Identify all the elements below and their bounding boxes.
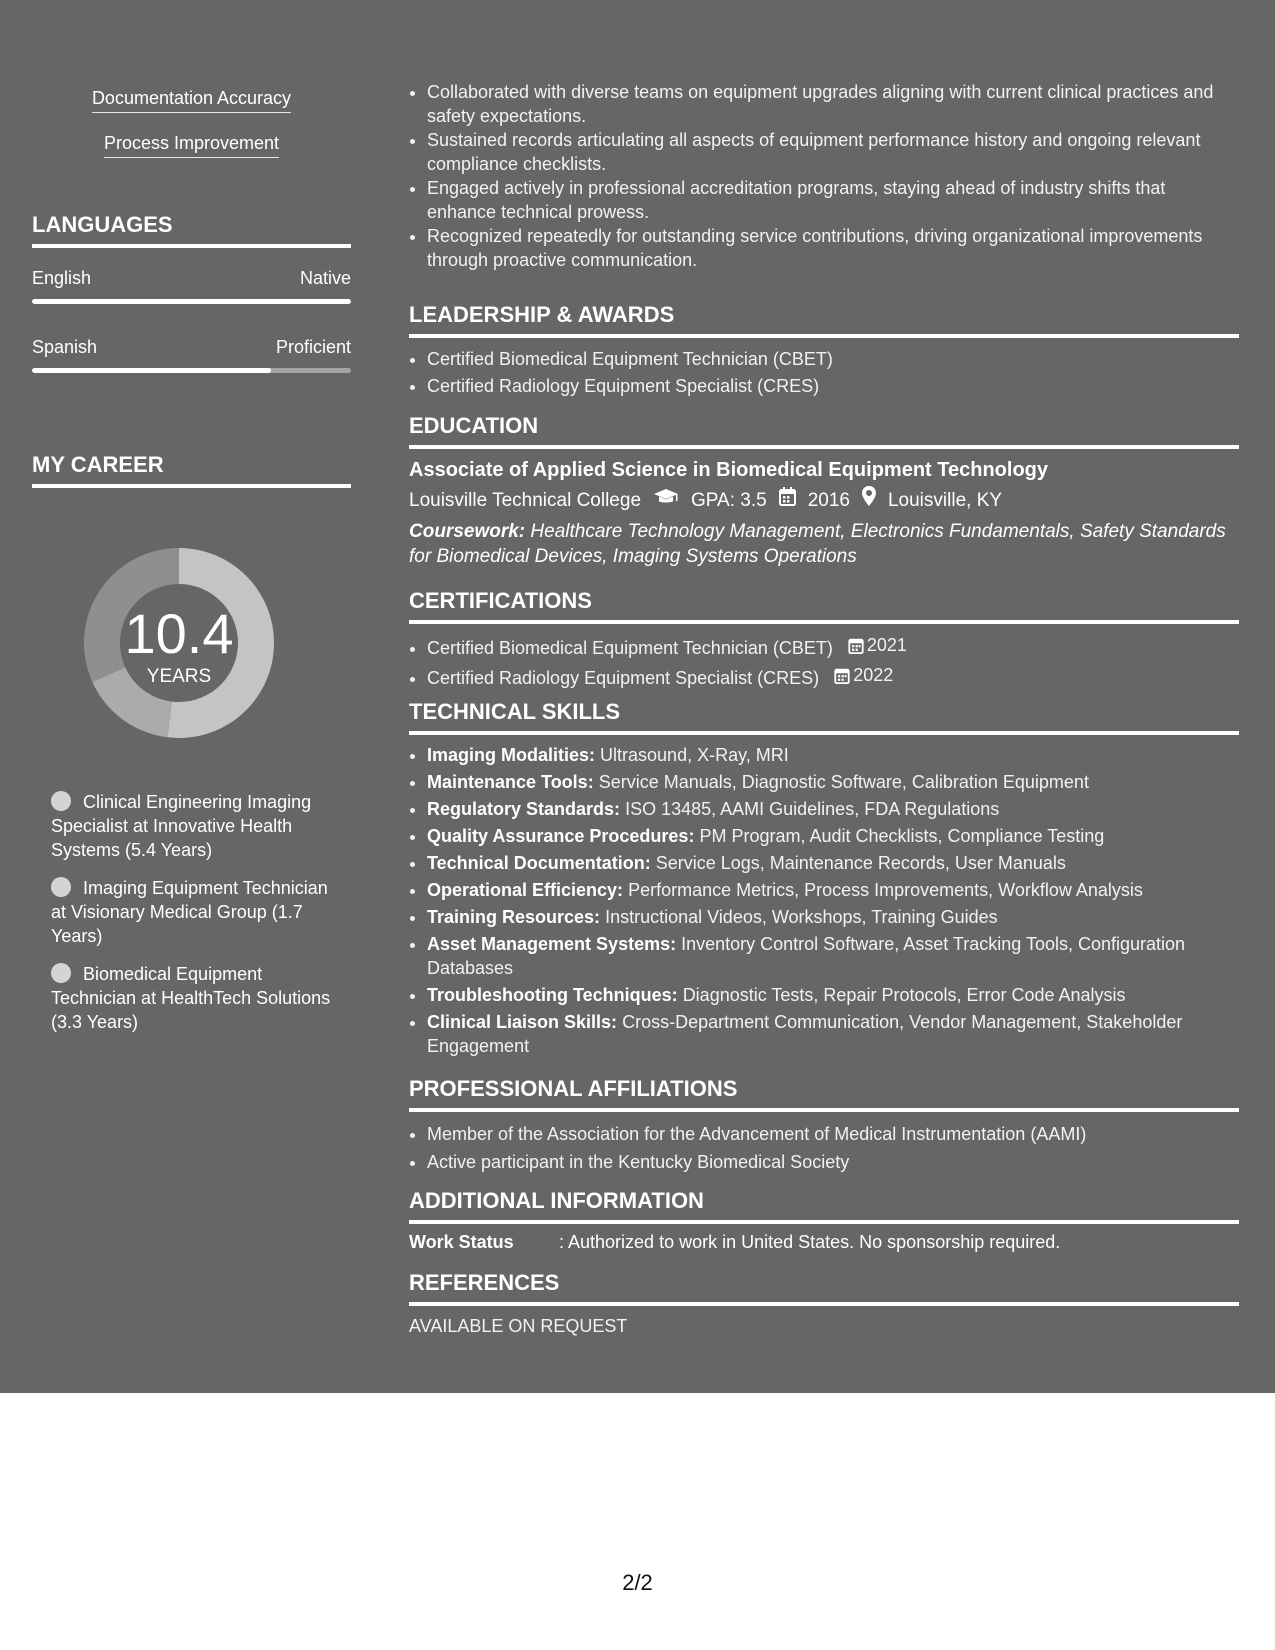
- work-status-row: [409, 1232, 1239, 1253]
- calendar-icon: [834, 667, 850, 684]
- education-meta: [409, 486, 1239, 515]
- calendar-icon: [848, 637, 864, 654]
- degree-title: Associate of Applied Science in Biomedical Equipment Technology: [409, 459, 1049, 481]
- bullet-dot-icon: [51, 877, 71, 897]
- career-unit: YEARS: [146, 666, 212, 687]
- section-heading: CERTIFICATIONS: [409, 588, 1239, 624]
- gpa: GPA: 3.5: [691, 489, 767, 511]
- section-heading: TECHNICAL SKILLS: [409, 699, 1239, 735]
- language-name: English: [32, 268, 92, 288]
- references-section: [409, 1270, 1239, 1337]
- skill-item: • Technical Documentation: Service Logs, Maintenance Records, User Manuals: [427, 851, 1239, 875]
- section-heading: REFERENCES: [409, 1270, 1239, 1306]
- graduation-year: 2016: [807, 489, 850, 511]
- language-bar: [32, 368, 351, 373]
- language-row: [32, 337, 351, 358]
- school-name: Louisville Technical College: [409, 489, 642, 511]
- bullet-dot-icon: [51, 963, 71, 983]
- certification-year: 2021: [866, 635, 907, 655]
- language-level: Native: [299, 268, 351, 288]
- career-total: 10.4: [124, 602, 234, 665]
- section-heading: LEADERSHIP & AWARDS: [409, 302, 1239, 338]
- list-item: • Engaged actively in professional accreditation programs, staying ahead of industry shifts that enhance technical prowess.: [427, 176, 1239, 224]
- skill-item: • Troubleshooting Techniques: Diagnostic Tests, Repair Protocols, Error Code Analysis: [427, 983, 1239, 1007]
- coursework-text: Healthcare Technology Management, Electronics Fundamentals, Safety Standards for Biomedical Devices, Imaging Systems Operations: [409, 521, 1226, 567]
- skill-tag: Process Improvement: [32, 133, 351, 158]
- skill-tag: Documentation Accuracy: [32, 88, 351, 113]
- list-item: • Certified Biomedical Equipment Technician (CBET): [427, 346, 1239, 373]
- leadership-section: [409, 302, 1239, 400]
- location-pin-icon: [862, 486, 876, 515]
- skill-item: • Asset Management Systems: Inventory Control Software, Asset Tracking Tools, Configuration Databases: [427, 932, 1239, 980]
- skill-item: • Quality Assurance Procedures: PM Program, Audit Checklists, Compliance Testing: [427, 824, 1239, 848]
- language-level: Proficient: [275, 337, 351, 357]
- work-status-label: Work Status: [409, 1232, 514, 1252]
- career-item: Clinical Engineering Imaging Specialist at Innovative Health Systems (5.4 Years): [51, 792, 312, 860]
- list-item: • Active participant in the Kentucky Biomedical Society: [427, 1148, 1239, 1176]
- graduation-cap-icon: [653, 487, 679, 515]
- section-heading: EDUCATION: [409, 413, 1239, 449]
- language-row: [32, 268, 351, 289]
- bullet-dot-icon: [51, 791, 71, 811]
- work-status-value: : Authorized to work in United States. No sponsorship required.: [559, 1232, 1061, 1252]
- certification-year: 2022: [853, 665, 894, 685]
- language-name: Spanish: [32, 337, 98, 357]
- page-number: 2/2: [622, 1570, 653, 1595]
- section-heading: PROFESSIONAL AFFILIATIONS: [409, 1076, 1239, 1112]
- school-location: Louisville, KY: [887, 489, 1003, 511]
- career-list: [51, 790, 341, 1048]
- technical-skills-section: [409, 699, 1239, 1061]
- list-item: • Certified Radiology Equipment Specialist (CRES): [427, 373, 1239, 400]
- career-heading: MY CAREER: [32, 452, 351, 488]
- references-text: AVAILABLE ON REQUEST: [409, 1316, 628, 1336]
- additional-info-section: [409, 1188, 1239, 1253]
- skill-item: • Operational Efficiency: Performance Metrics, Process Improvements, Workflow Analysis: [427, 878, 1239, 902]
- coursework-label: Coursework:: [409, 521, 526, 542]
- languages-heading: LANGUAGES: [32, 212, 351, 248]
- career-item: Biomedical Equipment Technician at HealthTech Solutions (3.3 Years): [51, 964, 331, 1032]
- list-item: • Member of the Association for the Advancement of Medical Instrumentation (AAMI): [427, 1120, 1239, 1148]
- list-item: • Recognized repeatedly for outstanding service contributions, driving organizational improvements through proactive communication.: [427, 224, 1239, 272]
- skill-item: • Imaging Modalities: Ultrasound, X-Ray, MRI: [427, 743, 1239, 767]
- calendar-icon: [779, 487, 796, 515]
- skill-item: • Regulatory Standards: ISO 13485, AAMI Guidelines, FDA Regulations: [427, 797, 1239, 821]
- skill-item: • Training Resources: Instructional Videos, Workshops, Training Guides: [427, 905, 1239, 929]
- career-item: Imaging Equipment Technician at Visionary Medical Group (1.7 Years): [51, 878, 328, 946]
- section-heading: ADDITIONAL INFORMATION: [409, 1188, 1239, 1224]
- affiliations-section: [409, 1076, 1239, 1176]
- experience-bullets: [409, 80, 1239, 272]
- coursework: [409, 519, 1239, 569]
- skill-item: • Maintenance Tools: Service Manuals, Diagnostic Software, Calibration Equipment: [427, 770, 1239, 794]
- skill-item: • Clinical Liaison Skills: Cross-Department Communication, Vendor Management, Stakeholder Engagement: [427, 1010, 1239, 1058]
- list-item: • Sustained records articulating all aspects of equipment performance history and ongoing relevant compliance checklists.: [427, 128, 1239, 176]
- list-item: • Collaborated with diverse teams on equipment upgrades aligning with current clinical practices and safety expectations.: [427, 80, 1239, 128]
- career-donut-chart: [66, 530, 292, 756]
- education-section: [409, 413, 1239, 569]
- certifications-section: [409, 588, 1239, 692]
- language-bar: [32, 299, 351, 304]
- certification-item: • Certified Radiology Equipment Specialist (CRES) 2022: [427, 662, 1239, 692]
- certification-item: • Certified Biomedical Equipment Technician (CBET) 2021: [427, 632, 1239, 662]
